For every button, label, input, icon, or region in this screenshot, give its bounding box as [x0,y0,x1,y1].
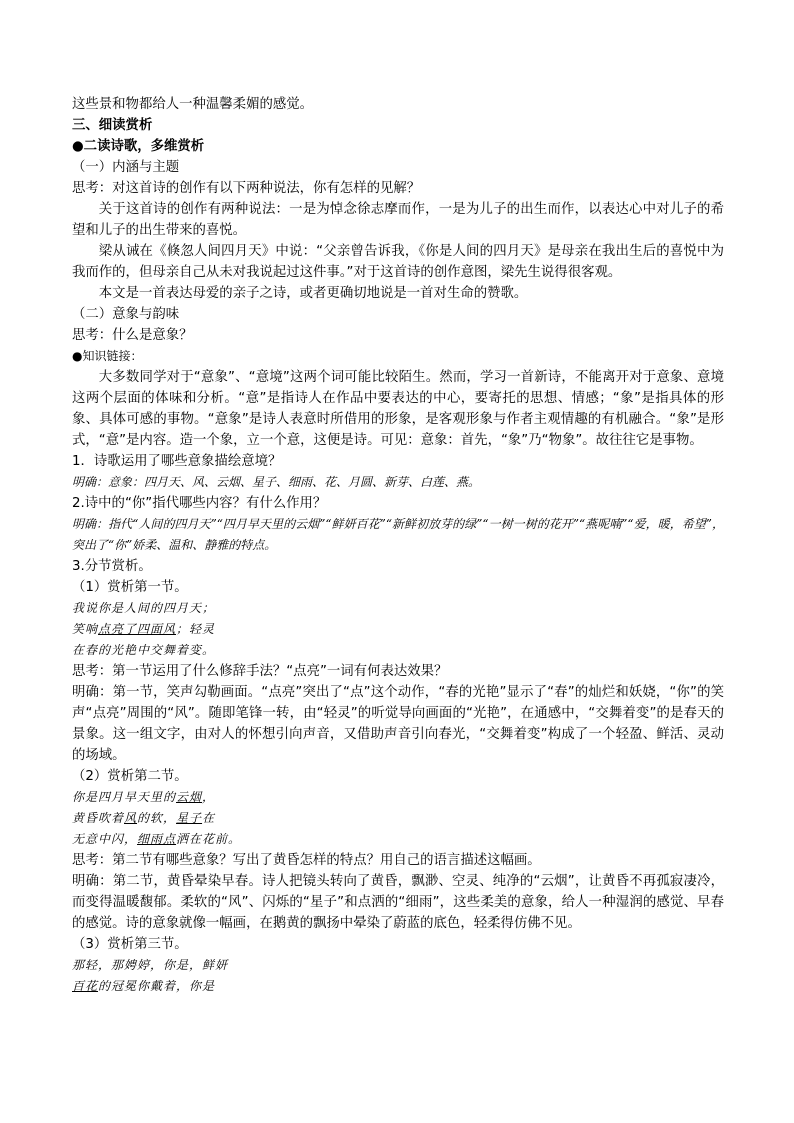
question-2: 思考：什么是意象？ [72,328,193,343]
document-page [72,94,724,997]
poem2-line-3: 无意中闪，细雨点洒在花前。 [72,832,242,846]
subsection-imagery: （二）意象与韵味 [72,307,180,322]
paragraph-intro: 这些景和物都给人一种温馨柔媚的感觉。 [72,97,314,112]
answer-4: 明确：第二节，黄昏晕染早春。诗人把镜头转向了黄昏，飘渺、空灵、纯净的“云烟”，让黄昏不再孤寂凄冷，而变得温暖馥郁。柔软的“风”、闪烁的“星子”和点洒的“细雨”，这些柔美的意象，给人一种湿润的感觉、早春的感觉。诗的意象就像一幅画，在鹅黄的飘扬中晕染了蔚蓝的底色，轻柔得仿佛不见。 [72,874,724,931]
numbered-question-2: 2.诗中的“你”指代哪些内容？有什么作用？ [72,496,327,511]
section-1-label: （1）赏析第一节。 [72,580,188,595]
paragraph-imagery-explained: 大多数同学对于“意象”、“意境”这两个词可能比较陌生。然而，学习一首新诗，不能离开对于意象、意境这两个层面的体味和分析。“意”是指诗人在作品中要表达的中心，要寄托的思想、情感；“象”是指具体的形象、具体可感的事物。“意象”是诗人表意时所借用的形象，是客观形象与作者主观情趣的有机融合。“象”是形式，“意”是内容。造一个象，立一个意，这便是诗。可见：意象：首先，“象”乃“物象”。故往往它是事物。 [72,370,724,448]
subsection-theme: （一）内涵与主题 [72,160,180,175]
subheading-second-reading: ●二读诗歌，多维赏析 [72,139,205,154]
question-3: 思考：第一节运用了什么修辞手法？“点亮”一词有何表达效果？ [72,664,448,679]
paragraph-liang: 梁从诫在《倏忽人间四月天》中说：“父亲曾告诉我，《你是人间的四月天》是母亲在我出生后的喜悦中为我而作的，但母亲自己从未对我说起过这件事。”对于这首诗的创作意图，梁先生说得很客观。 [72,244,724,280]
question-1: 思考：对这首诗的创作有以下两种说法，你有怎样的见解？ [72,181,421,196]
question-4: 思考：第二节有哪些意象？写出了黄昏怎样的特点？用自己的语言描述这幅画。 [72,853,541,868]
numbered-question-1: 1．诗歌运用了哪些意象描绘意境？ [72,454,282,469]
section-2-label: （2）赏析第二节。 [72,769,188,784]
knowledge-link: ●知识链接： [72,349,143,363]
poem3-line-2: 百花的冠冕你戴着，你是 [72,979,216,993]
poem2-line-1: 你是四月早天里的云烟， [72,790,216,804]
section-heading-3: 三、细读赏析 [72,118,153,133]
poem1-line-3: 在春的光艳中交舞着变。 [72,643,216,657]
answer-2: 明确：指代“人间的四月天”“四月早天里的云烟”“鲜妍百花”“新鲜初放芽的绿”“一树一树的花开”“燕呢喃”“爱，暖，希望”，突出了“你”娇柔、温和、静雅的特点。 [72,517,724,552]
poem2-line-2: 黄昏吹着风的软，星子在 [72,811,216,825]
numbered-question-3: 3.分节赏析。 [72,559,152,574]
poem1-line-2: 笑响点亮了四面风；轻灵 [72,622,216,636]
poem3-line-1: 那轻，那娉婷，你是，鲜妍 [72,958,229,972]
section-3-label: （3）赏析第三节。 [72,937,188,952]
paragraph-conclusion: 本文是一首表达母爱的亲子之诗，或者更确切地说是一首对生命的赞歌。 [98,286,528,301]
paragraph-two-views: 关于这首诗的创作有两种说法：一是为悼念徐志摩而作，一是为儿子的出生而作，以表达心中对儿子的希望和儿子的出生带来的喜悦。 [72,202,724,238]
answer-3: 明确：第一节，笑声勾勒画面。“点亮”突出了“点”这个动作，“春的光艳”显示了“春”的灿烂和妖娆，“你”的笑声“点亮”周围的“风”。随即笔锋一转，由“轻灵”的听觉导向画面的“光艳”，在通感中，“交舞着变”的是春天的景象。这一组文字，由对人的怀想引向声音，又借助声音引向春光，“交舞着变”构成了一个轻盈、鲜活、灵动的场域。 [72,685,724,763]
answer-1: 明确：意象：四月天、风、云烟、星子、细雨、花、月圆、新芽、白莲、燕。 [72,475,481,489]
poem1-line-1: 我说你是人间的四月天； [72,601,216,615]
